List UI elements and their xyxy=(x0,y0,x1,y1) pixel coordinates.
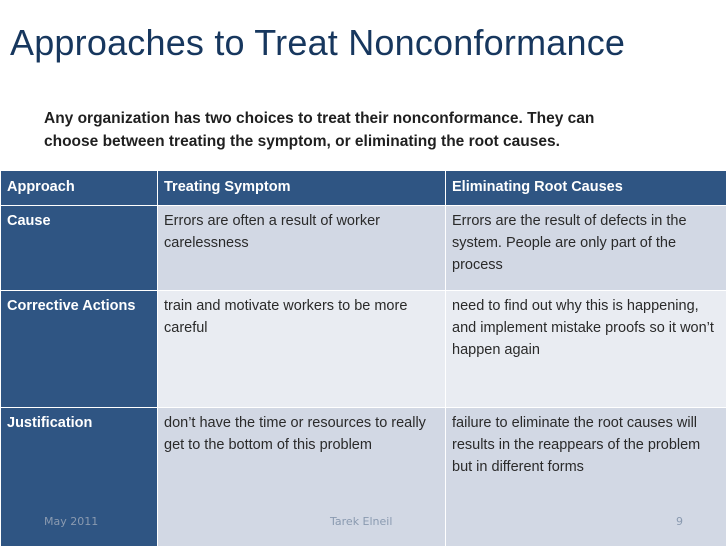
header-treating-symptom: Treating Symptom xyxy=(158,171,446,206)
cell-cause-symptom: Errors are often a result of worker carelessness xyxy=(158,206,446,291)
footer-date: May 2011 xyxy=(44,515,99,528)
header-approach: Approach xyxy=(1,171,158,206)
slide-subtitle xyxy=(44,107,704,153)
subtitle-line-2: choose between treating the symptom, or eliminating the root causes. xyxy=(44,133,560,150)
comparison-table xyxy=(0,170,727,547)
table-header-row xyxy=(1,171,727,206)
header-eliminating-root-causes: Eliminating Root Causes xyxy=(446,171,727,206)
cell-justification-symptom: don’t have the time or resources to really get to the bottom of this problem xyxy=(158,408,446,547)
cell-corrective-symptom: train and motivate workers to be more careful xyxy=(158,291,446,408)
slide-title: Approaches to Treat Nonconformance xyxy=(10,22,626,63)
footer-page-number: 9 xyxy=(676,515,683,528)
cell-justification-root: failure to eliminate the root causes will results in the reappears of the problem but in different forms xyxy=(446,408,727,547)
subtitle-line-1: Any organization has two choices to treat their nonconformance. They can xyxy=(44,110,595,127)
cell-cause-root: Errors are the result of defects in the system. People are only part of the process xyxy=(446,206,727,291)
table-row-cause xyxy=(1,206,727,291)
table-row-corrective-actions xyxy=(1,291,727,408)
row-label-cause: Cause xyxy=(1,206,158,291)
footer-author: Tarek Elneil xyxy=(330,515,393,528)
row-label-justification: Justification xyxy=(1,408,158,547)
row-label-corrective-actions: Corrective Actions xyxy=(1,291,158,408)
cell-corrective-root: need to find out why this is happening, and implement mistake proofs so it won’t happen again xyxy=(446,291,727,408)
